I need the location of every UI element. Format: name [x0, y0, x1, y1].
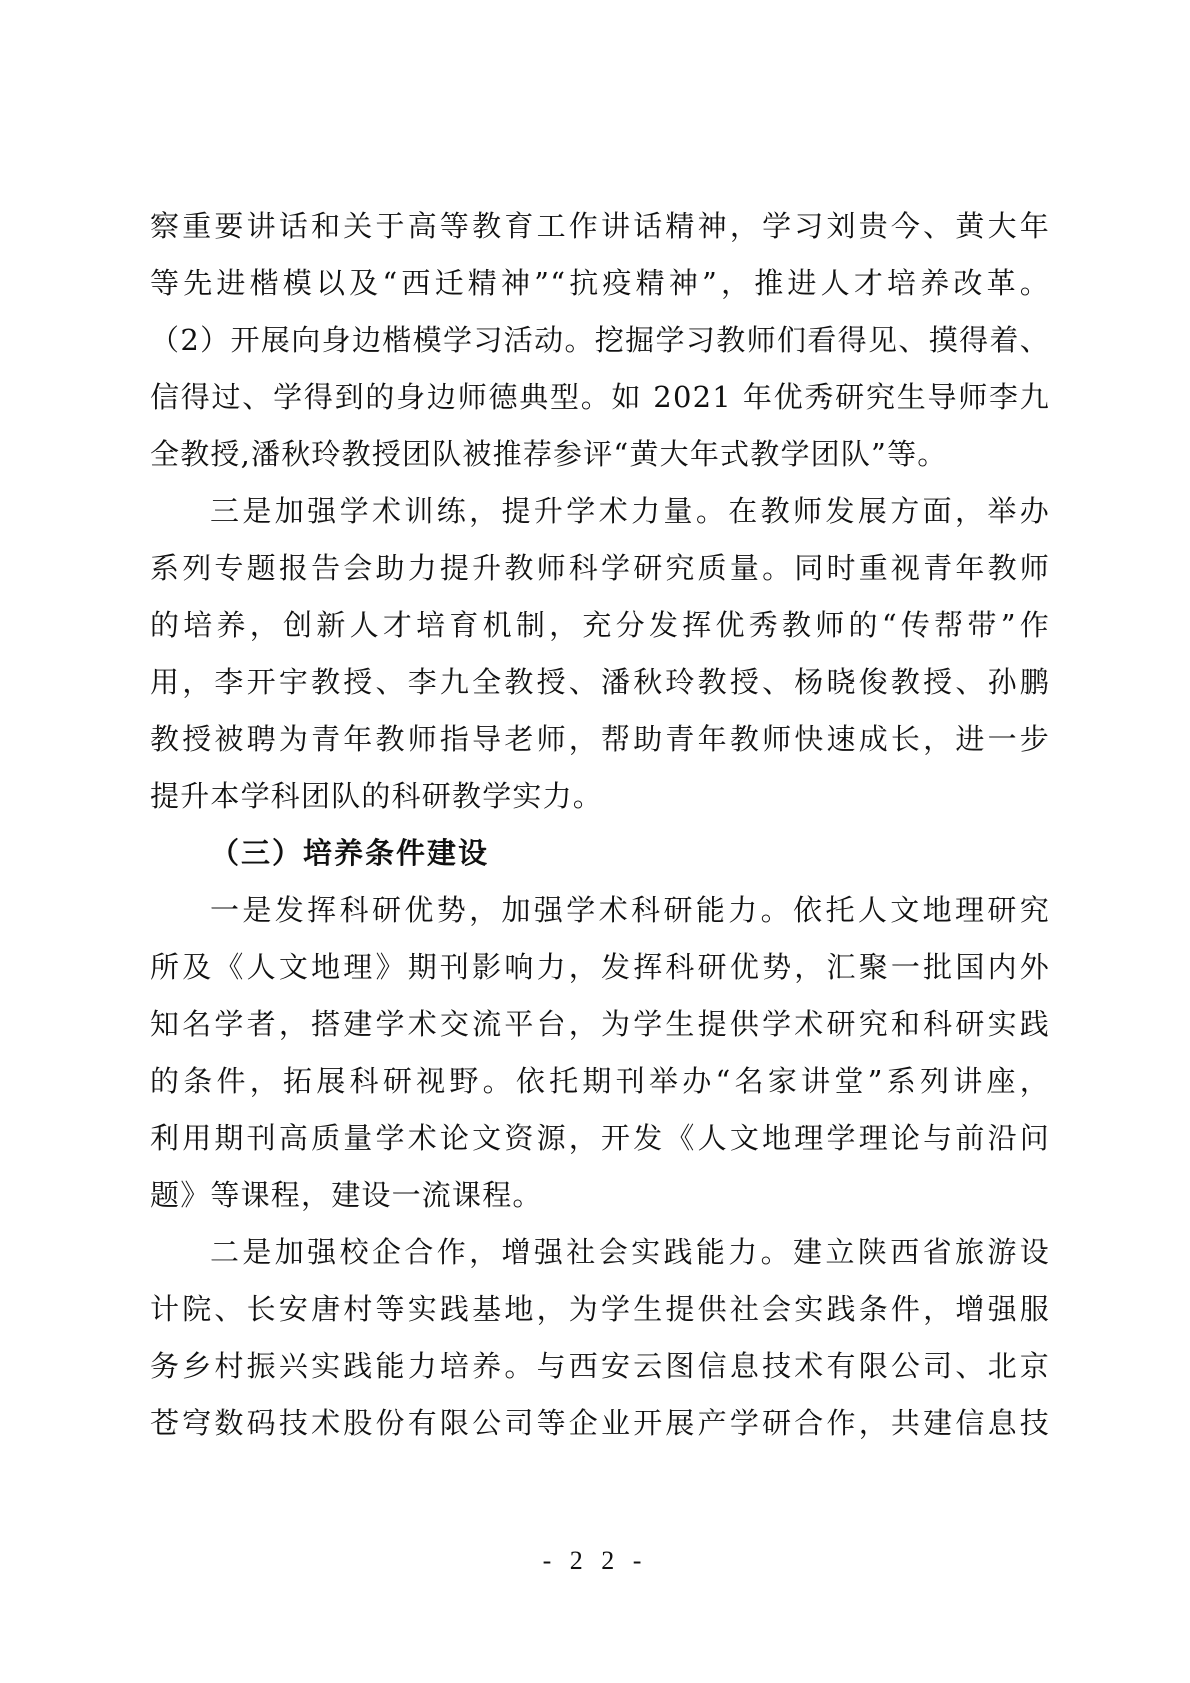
body-text-line: 察重要讲话和关于高等教育工作讲话精神，学习刘贵今、黄大年 [150, 209, 1050, 243]
body-text-line: 知名学者，搭建学术交流平台，为学生提供学术研究和科研实践 [150, 1007, 1050, 1041]
body-text-line: （2）开展向身边楷模学习活动。挖掘学习教师们看得见、摸得着、 [150, 323, 1050, 357]
body-text-line: 利用期刊高质量学术论文资源，开发《人文地理学理论与前沿问 [150, 1121, 1050, 1155]
body-text-line: 信得过、学得到的身边师德典型。如 2021 年优秀研究生导师李九 [150, 380, 1050, 414]
body-text-line: 系列专题报告会助力提升教师科学研究质量。同时重视青年教师 [150, 551, 1050, 585]
body-text-line: 苍穹数码技术股份有限公司等企业开展产学研合作，共建信息技 [150, 1406, 1050, 1440]
body-text-line: 所及《人文地理》期刊影响力，发挥科研优势，汇聚一批国内外 [150, 950, 1050, 984]
body-text-line: 计院、长安唐村等实践基地，为学生提供社会实践条件，增强服 [150, 1292, 1050, 1326]
paragraph-first-line: 一是发挥科研优势，加强学术科研能力。依托人文地理研究 [210, 893, 1050, 927]
body-text-line: 教授被聘为青年教师指导老师，帮助青年教师快速成长，进一步 [150, 722, 1050, 756]
paragraph-first-line: 三是加强学术训练，提升学术力量。在教师发展方面，举办 [210, 494, 1050, 528]
body-text-line: 的培养，创新人才培育机制，充分发挥优秀教师的“传帮带”作 [150, 608, 1050, 642]
body-text-line: 提升本学科团队的科研教学实力。 [150, 779, 604, 813]
page-number: - 2 2 - [542, 1546, 648, 1575]
body-text-line: 题》等课程，建设一流课程。 [150, 1178, 543, 1212]
body-text-line: 全教授,潘秋玲教授团队被推荐参评“黄大年式教学团队”等。 [150, 437, 948, 471]
body-text-line: 用，李开宇教授、李九全教授、潘秋玲教授、杨晓俊教授、孙鹏 [150, 665, 1050, 699]
body-text-line: 的条件，拓展科研视野。依托期刊举办“名家讲堂”系列讲座， [150, 1064, 1050, 1098]
body-text-line: 务乡村振兴实践能力培养。与西安云图信息技术有限公司、北京 [150, 1349, 1050, 1383]
paragraph-first-line: 二是加强校企合作，增强社会实践能力。建立陕西省旅游设 [210, 1235, 1050, 1269]
section-heading: （三）培养条件建设 [210, 836, 490, 870]
body-text-line: 等先进楷模以及“西迁精神”“抗疫精神”，推进人才培养改革。 [150, 266, 1050, 300]
